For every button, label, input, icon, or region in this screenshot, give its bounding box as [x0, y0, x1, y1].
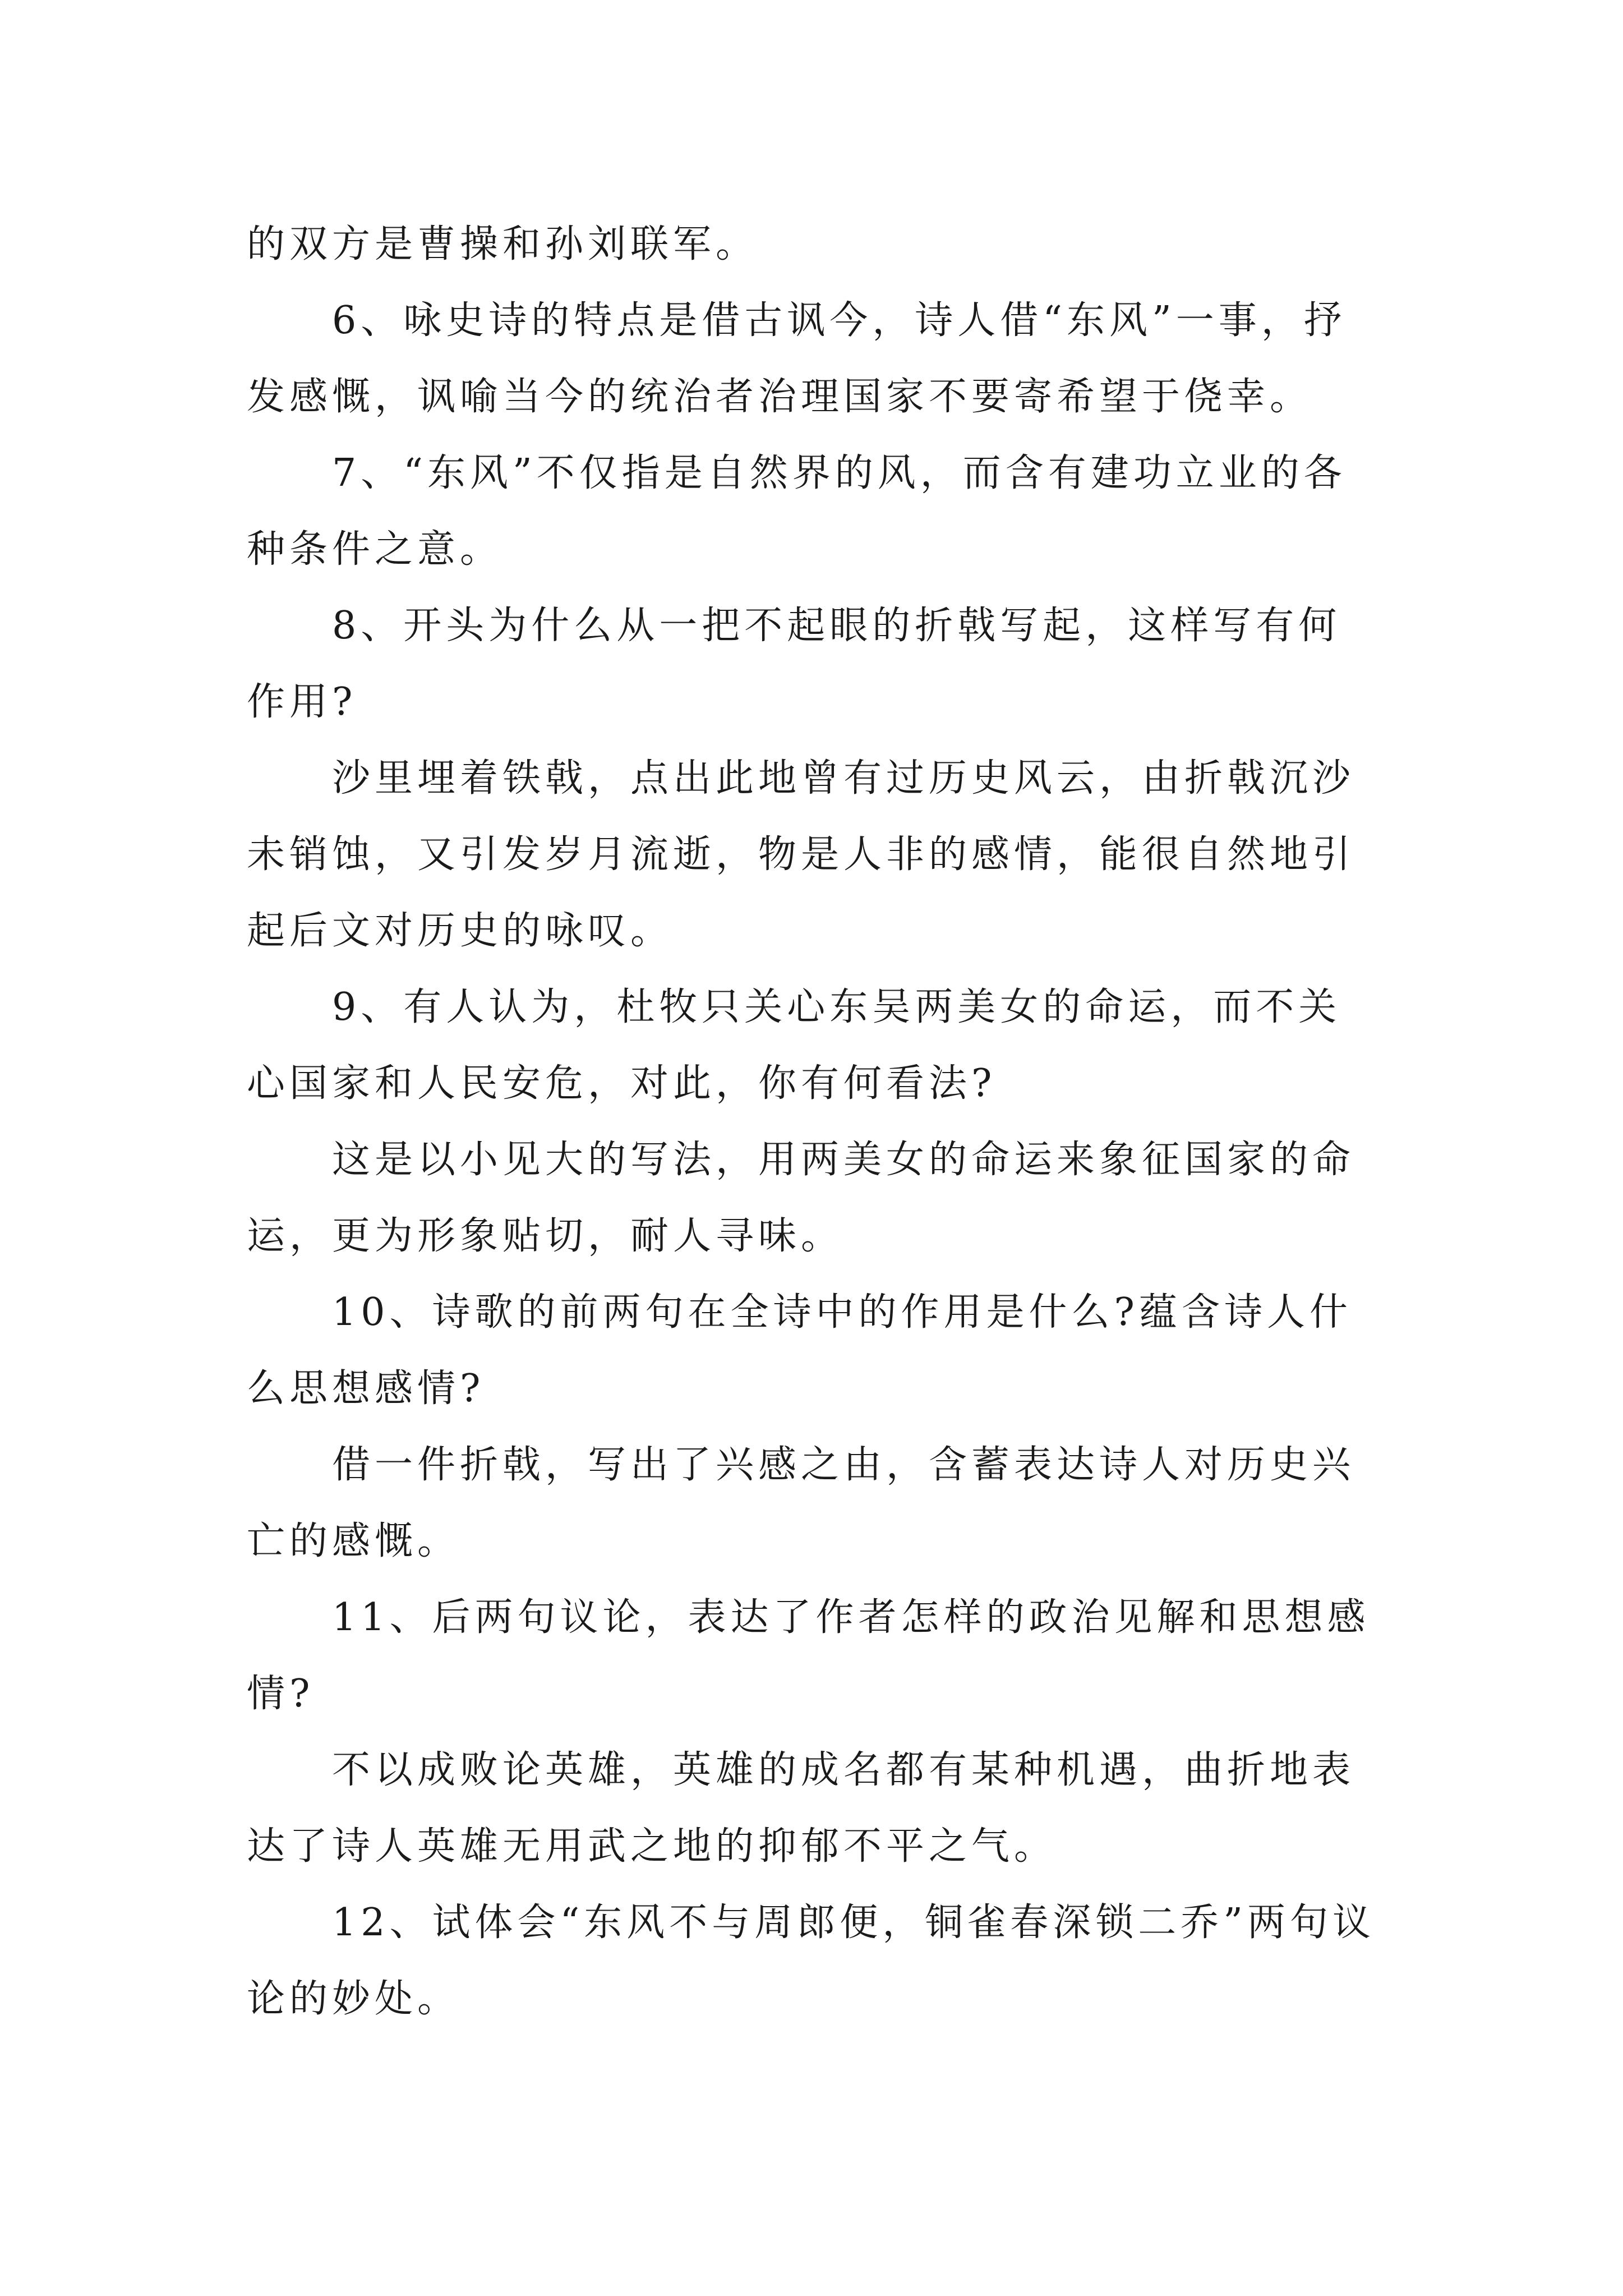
paragraph-answer-10: 借一件折戟，写出了兴感之由，含蓄表达诗人对历史兴亡的感慨。	[247, 1443, 1355, 1563]
paragraph-item-7: 7、“东风”不仅指是自然界的风，而含有建功立业的各种条件之意。	[247, 451, 1347, 572]
paragraph-question-11: 11、后两句议论，表达了作者怎样的政治见解和思想感情?	[247, 1595, 1370, 1716]
paragraph-question-10: 10、诗歌的前两句在全诗中的作用是什么?蕴含诗人什么思想感情?	[247, 1290, 1352, 1411]
paragraph-question-12: 12、试体会“东风不与周郎便，铜雀春深锁二乔”两句议论的妙处。	[247, 1901, 1376, 2021]
paragraph-answer-8: 沙里埋着铁戟，点出此地曾有过历史风云，由折戟沉沙未销蚀，又引发岁月流逝，物是人非的感情，能很自然地引起后文对历史的咏叹。	[247, 756, 1355, 953]
document-body	[247, 206, 1380, 2037]
paragraph-answer-9: 这是以小见大的写法，用两美女的命运来象征国家的命运，更为形象贴切，耐人寻味。	[247, 1138, 1355, 1258]
paragraph-question-9: 9、有人认为，杜牧只关心东吴两美女的命运，而不关心国家和人民安危，对此，你有何看法?	[247, 985, 1341, 1106]
paragraph-item-6: 6、咏史诗的特点是借古讽今，诗人借“东风”一事，抒发感慨，讽喻当今的统治者治理国家不要寄希望于侥幸。	[247, 298, 1347, 419]
paragraph-continuation: 的双方是曹操和孙刘联军。	[247, 222, 759, 266]
paragraph-question-8: 8、开头为什么从一把不起眼的折戟写起，这样写有何作用?	[247, 604, 1341, 724]
paragraph-answer-11: 不以成败论英雄，英雄的成名都有某种机遇，曲折地表达了诗人英雄无用武之地的抑郁不平之气。	[247, 1748, 1355, 1869]
